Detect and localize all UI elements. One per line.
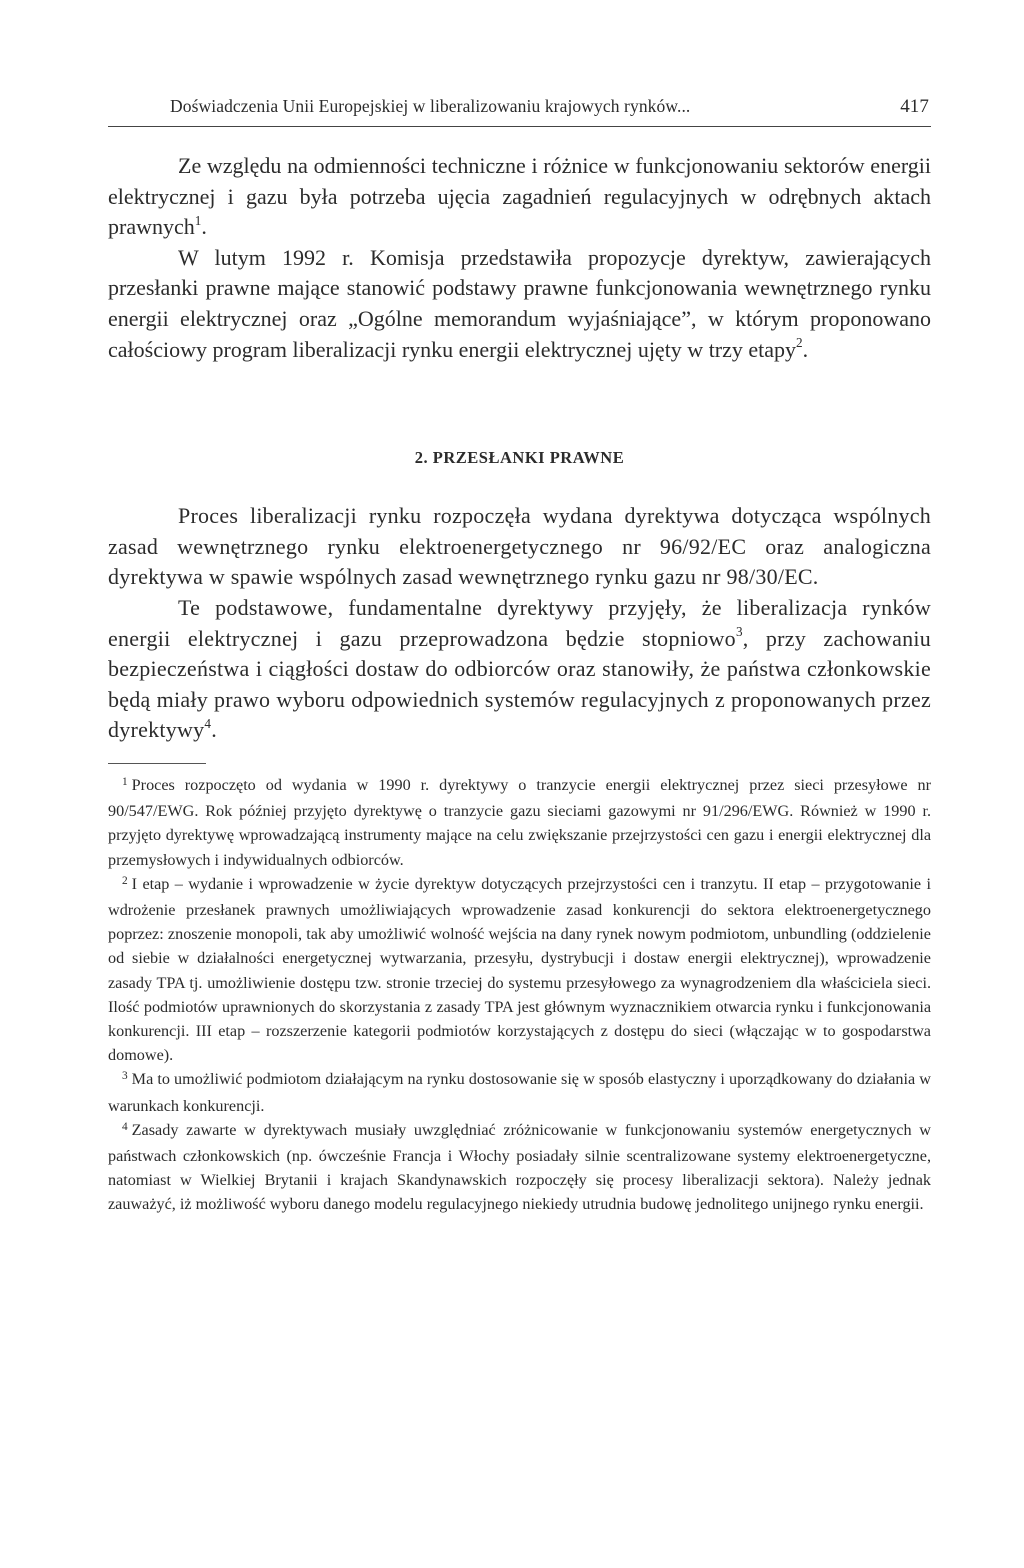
footnote-text: Proces rozpoczęto od wydania w 1990 r. dyrektywy o tranzycie energii elektrycznej przez sieci przesyłowe nr 90/547/EWG. Rok później przyjęto dyrektywę o tranzycie gazu sieciami gazowymi nr 91/296/EWG. Również w 1990 r. przyjęto dyrektywę wprowadzającą instrumenty mające na celu zwiększanie przejrzystości cen gazu i energii elektrycznej dla przemysłowych i indywidualnych odbiorców. [108,775,931,869]
footnote-ref[interactable]: 3 [735,624,743,640]
footnote-mark: 2 [122,874,128,887]
paragraph-text: , przy zachowaniu bezpieczeństwa i ciągłości dostaw do odbiorców oraz stanowiły, że państwa członkowskie będą miały prawo wyboru odpowiednich systemów regulacyjnych z proponowanych przez dyrektywy [108,625,931,743]
footnote-ref[interactable]: 4 [204,715,212,731]
footnote [108,1118,931,1217]
paragraph-text: . [201,214,207,240]
book-page [108,96,931,1217]
paragraph [108,243,931,365]
footnote-mark: 4 [122,1120,128,1133]
paragraph [108,593,931,746]
intro-text [108,151,931,365]
footnote-divider [108,763,206,764]
footnote-text: I etap – wydanie i wprowadzenie w życie dyrektyw dotyczących przejrzystości cen i tranzytu. II etap – przygotowanie i wdrożenie przesłanek prawnych umożliwiających wprowadzenie zasad konkurencji do sektora elektroenergetycznego poprzez: znoszenie monopoli, tak aby umożliwić wolność wejścia na dany rynek nowym podmiotom, unbundling (oddzielenie od siebie w działalności energetycznej wytwarzania, przesyłu, dystrybucji i dostaw energii elektrycznej), wprowadzenie zasady TPA tj. umożliwienie dostępu tzw. stronie trzeciej do systemu przesyłowego za wynagrodzeniem dla właściciela sieci. Ilość podmiotów uprawnionych do skorzystania z zasady TPA jest głównym wyznacznikiem otwarcia rynku i funkcjonowania konkurencji. III etap – rozszerzenie kategorii podmiotów korzystających z dostępu do sieci (włączając w to gospodarstwa domowe). [108,874,931,1065]
page-number: 417 [900,96,929,117]
footnote [108,872,931,1068]
footnote-ref[interactable]: 2 [796,335,803,351]
paragraph-text: . [802,336,809,362]
paragraph [108,151,931,243]
paragraph-text: W lutym 1992 r. Komisja przedstawiła propozycje dyrektyw, zawierających przesłanki prawne mające stanowić podstawy prawne funkcjonowania wewnętrznego rynku energii elektrycznej oraz „Ogólne memorandum wyjaśniające”, w którym proponowano całościowy program liberalizacji rynku energii elektrycznej ujęty w trzy etapy [108,244,931,362]
footnote [108,773,931,872]
footnote [108,1067,931,1117]
running-head [108,96,931,127]
paragraph-text: Ze względu na odmienności techniczne i różnice w funkcjonowaniu sektorów energii elektrycznej i gazu była potrzeba ujęcia zagadnień regulacyjnych w odrębnych aktach prawnych [108,153,931,240]
paragraph-text: . [211,717,217,743]
footnotes [108,773,931,1217]
running-head-title: Doświadczenia Unii Europejskiej w liberalizowaniu krajowych rynków... [170,96,691,116]
footnote-mark: 3 [122,1070,128,1083]
paragraph [108,501,931,593]
paragraph-text: Proces liberalizacji rynku rozpoczęła wydana dyrektywa dotycząca wspólnych zasad wewnętrznego rynku elektroenergetycznego nr 96/92/EC oraz analogiczna dyrektywa w spawie wspólnych zasad wewnętrznego rynku gazu nr 98/30/EC. [108,503,931,590]
footnote-text: Ma to umożliwić podmiotom działającym na rynku dostosowanie się w sposób elastyczny i uporządkowany do działania w warunkach konkurencji. [108,1070,931,1115]
footnote-ref[interactable]: 1 [194,212,202,228]
footnote-text: Zasady zawarte w dyrektywach musiały uwzględniać zróżnicowanie w funkcjonowaniu systemów energetycznych w państwach członkowskich (np. ówcześnie Francja i Włochy posiadały silnie scentralizowane systemy elektroenergetyczne, natomiast w Wielkiej Brytanii i krajach Skandynawskich rozpoczęły się procesy liberalizacji sektora). Należy jednak zauważyć, iż możliwość wyboru danego modelu regulacyjnego niekiedy utrudnia budowę jednolitego unijnego rynku energii. [108,1120,931,1214]
section-heading: 2. PRZESŁANKI PRAWNE [414,448,625,468]
section-text [108,501,931,746]
paragraph-text: Te podstawowe, fundamentalne dyrektywy przyjęły, że liberalizacja rynków energii elektrycznej i gazu przeprowadzona będzie stopniowo [108,594,931,651]
footnote-mark: 1 [122,775,128,788]
